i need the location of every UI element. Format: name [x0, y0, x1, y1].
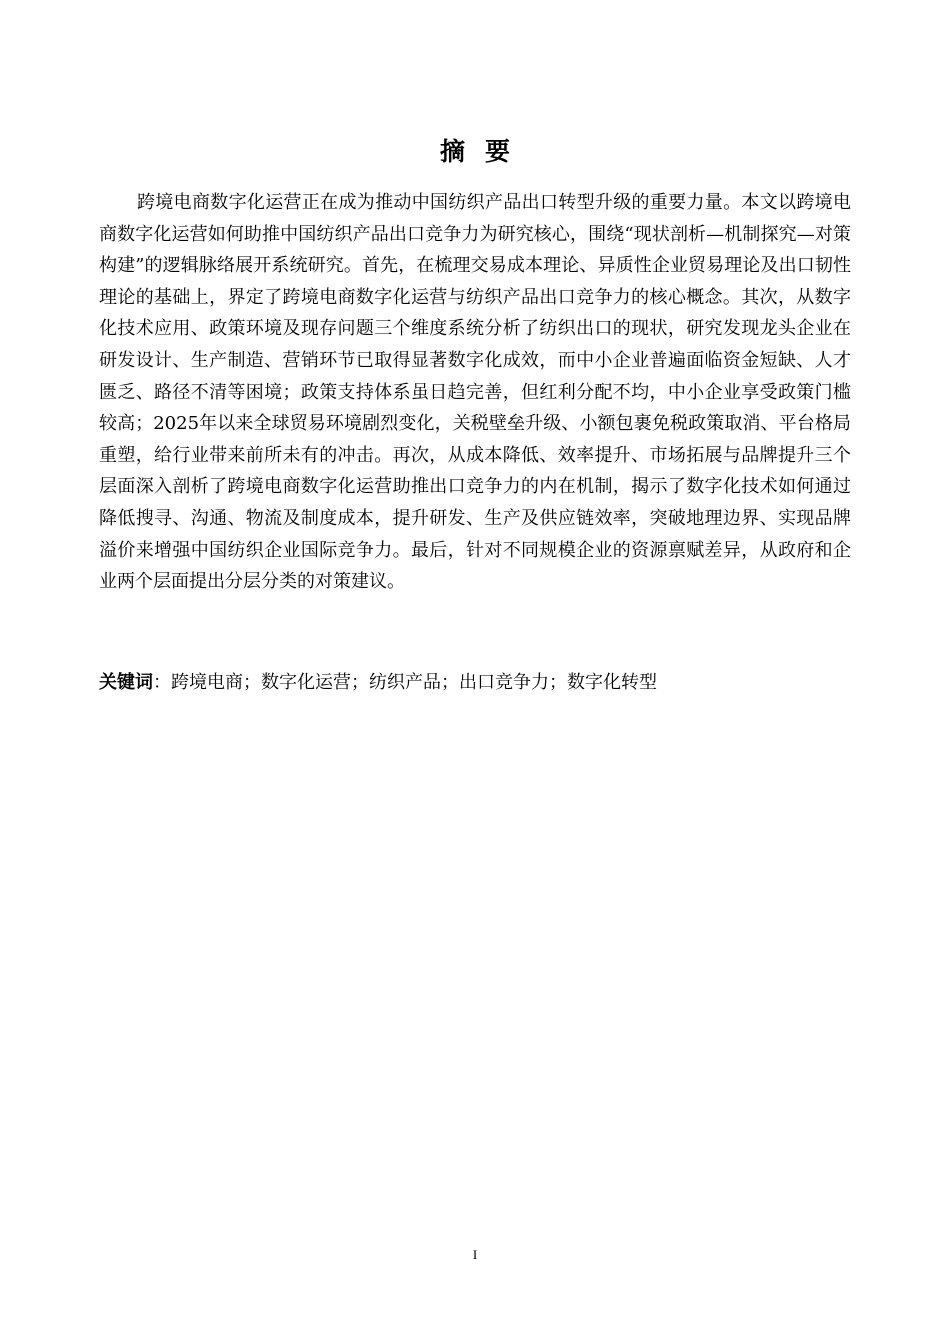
keywords-list: 跨境电商；数字化运营；纺织产品；出口竞争力；数字化转型 [171, 672, 657, 693]
keywords-separator: ： [153, 672, 171, 693]
keywords-label: 关键词 [99, 672, 153, 693]
page-number: I [472, 1247, 478, 1262]
keywords-line [99, 667, 851, 699]
abstract-title: 摘要 [439, 137, 530, 166]
abstract-body: 跨境电商数字化运营正在成为推动中国纺织产品出口转型升级的重要力量。本文以跨境电商数字化运营如何助推中国纺织产品出口竞争力为研究核心，围绕“现状剖析—机制探究—对策构建”的逻辑脉络展开系统研究。首先，在梳理交易成本理论、异质性企业贸易理论及出口韧性理论的基础上，界定了跨境电商数字化运营与纺织产品出口竞争力的核心概念。其次，从数字化技术应用、政策环境及现存问题三个维度系统分析了纺织出口的现状，研究发现龙头企业在研发设计、生产制造、营销环节已取得显著数字化成效，而中小企业普遍面临资金短缺、人才匮乏、路径不清等困境；政策支持体系虽日趋完善，但红利分配不均，中小企业享受政策门槛较高；2025年以来全球贸易环境剧烈变化，关税壁垒升级、小额包裹免税政策取消、平台格局重塑，给行业带来前所未有的冲击。再次，从成本降低、效率提升、市场拓展与品牌提升三个层面深入剖析了跨境电商数字化运营助推出口竞争力的内在机制，揭示了数字化技术如何通过降低搜寻、沟通、物流及制度成本，提升研发、生产及供应链效率，突破地理边界、实现品牌溢价来增强中国纺织企业国际竞争力。最后，针对不同规模企业的资源禀赋差异，从政府和企业两个层面提出分层分类的对策建议。 [99, 192, 851, 593]
